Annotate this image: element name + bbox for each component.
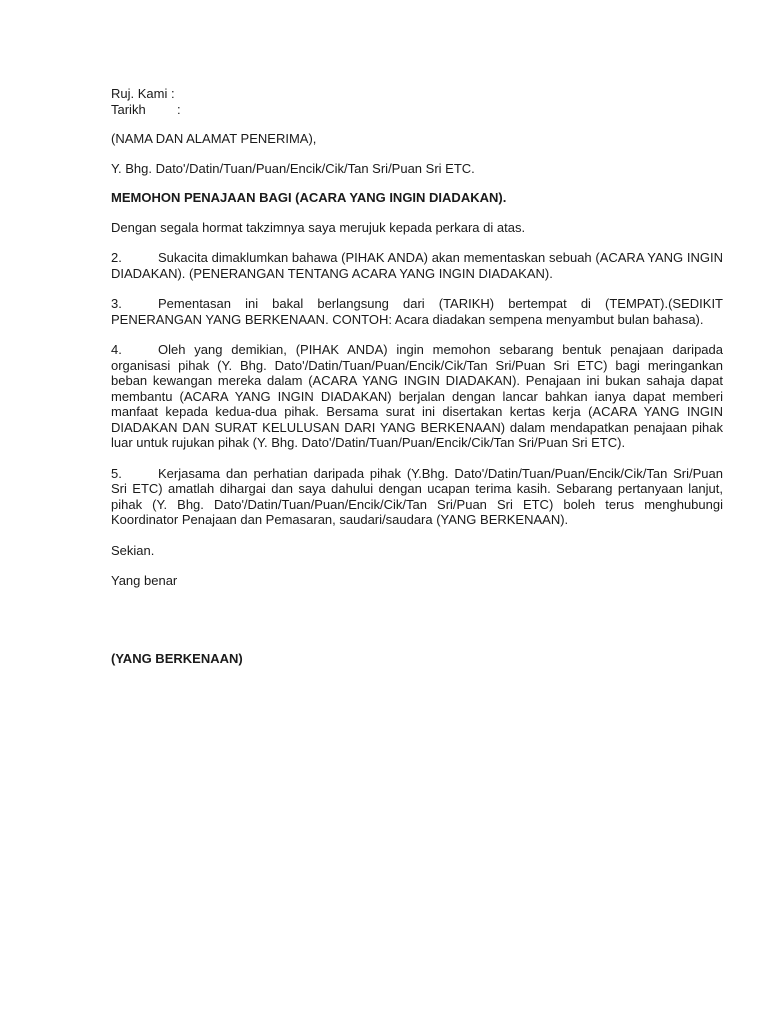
salutation: Y. Bhg. Dato'/Datin/Tuan/Puan/Encik/Cik/Tan Sri/Puan Sri ETC. (111, 160, 475, 176)
paragraph-4 (111, 342, 723, 451)
subject-line: MEMOHON PENAJAAN BAGI (ACARA YANG INGIN DIADAKAN). (111, 190, 507, 205)
closing: Sekian. (111, 542, 155, 558)
paragraph-number: 4. (111, 342, 122, 357)
paragraph-text: Oleh yang demikian, (PIHAK ANDA) ingin memohon sebarang bentuk penajaan daripada organisasi pihak (Y. Bhg. Dato'/Datin/Tuan/Puan/Encik/Cik/Tan Sri/Puan Sri ETC) bagi meringankan beban kewangan mereka dalam (ACARA YANG INGIN DIADAKAN). Penajaan ini bukan sahaja dapat membantu (ACARA YANG INGIN DIADAKAN) berjalan dengan lancar bahkan ianya dapat memberi manfaat kepada kedua-dua pihak. Bersama surat ini disertakan kertas kerja (ACARA YANG INGIN DIADAKAN DAN SURAT KELULUSAN DARI YANG BERKENAAN) dalam mendapatkan penajaan pihak luar untuk rujukan pihak (Y. Bhg. Dato'/Datin/Tuan/Puan/Encik/Cik/Tan Sri/Puan Sri ETC). (111, 342, 723, 450)
date-line (111, 102, 723, 118)
paragraph-text: Pementasan ini bakal berlangsung dari (TARIKH) bertempat di (TEMPAT).(SEDIKIT PENERANGAN YANG BERKENAAN. CONTOH: Acara diadakan sempena menyambut bulan bahasa). (111, 296, 723, 327)
paragraph-number: 5. (111, 465, 122, 481)
paragraph-text: Sukacita dimaklumkan bahawa (PIHAK ANDA) akan mementaskan sebuah (ACARA YANG INGIN DIADAKAN). (PENERANGAN TENTANG ACARA YANG INGIN DIADAKAN). (111, 250, 723, 281)
date-label: Tarikh (111, 101, 146, 117)
signatory: (YANG BERKENAAN) (111, 650, 243, 666)
reference-label: Ruj. Kami : (111, 86, 175, 101)
letter-body (111, 86, 723, 666)
date-colon: : (177, 101, 181, 117)
recipient: (NAMA DAN ALAMAT PENERIMA), (111, 131, 317, 146)
paragraph-number: 2. (111, 250, 122, 265)
paragraph-3 (111, 296, 723, 327)
paragraph-2 (111, 250, 723, 281)
paragraph-5 (111, 466, 723, 528)
opening-paragraph: Dengan segala hormat takzimnya saya merujuk kepada perkara di atas. (111, 219, 526, 235)
sign-off: Yang benar (111, 573, 178, 588)
paragraph-number: 3. (111, 296, 122, 311)
reference-line (111, 86, 723, 102)
paragraph-text: Kerjasama dan perhatian daripada pihak (Y.Bhg. Dato'/Datin/Tuan/Puan/Encik/Cik/Tan Sri/Puan Sri ETC) amatlah dihargai dan saya dahului dengan ucapan terima kasih. Sebarang pertanyaan lanjut, pihak (Y. Bhg. Dato'/Datin/Tuan/Puan/Encik/Cik/Tan Sri/Puan Sri ETC) boleh terus menghubungi Koordinator Penajaan dan Pemasaran, saudari/saudara (YANG BERKENAAN). (111, 465, 723, 527)
